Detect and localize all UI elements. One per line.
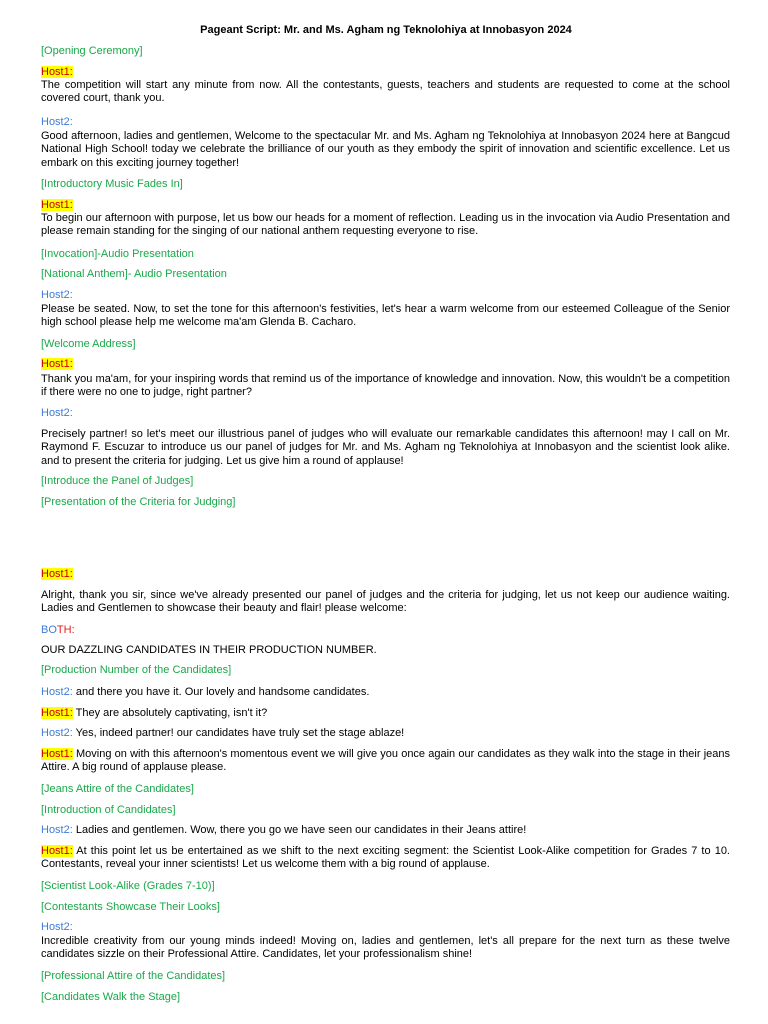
stage-direction: [Opening Ceremony]	[41, 45, 143, 57]
dialogue-line	[41, 845, 730, 872]
host1-label: Host1:	[41, 199, 73, 211]
stage-direction: [National Anthem]- Audio Presentation	[41, 268, 227, 280]
host2-label: Host2:	[41, 407, 73, 419]
host2-label: Host2:	[41, 686, 73, 698]
host2-label: Host2:	[41, 289, 73, 301]
dialogue-text: Thank you ma'am, for your inspiring words that remind us of the importance of knowledge and innovation. Now, this wouldn't be a competition if there were no one to judge, right partner?	[41, 373, 730, 399]
dialogue-text: Good afternoon, ladies and gentlemen, Welcome to the spectacular Mr. and Ms. Agham ng Teknolohiya at Innobasyon 2024 here at Bangcud National High School! today we celebrate the brilliance of our youth as they embody the spirit of innovation and scientific excellence. Let us embark on this exciting journey together!	[41, 130, 730, 169]
stage-direction: [Production Number of the Candidates]	[41, 664, 232, 676]
host2-label: Host2:	[41, 116, 73, 128]
stage-direction: [Introduction of Candidates]	[41, 804, 176, 816]
dialogue-text: The competition will start any minute from now. All the contestants, guests, teachers and students are requested to come at the school covered court, thank you.	[41, 79, 730, 105]
dialogue-text: They are absolutely captivating, isn't it?	[72, 707, 268, 719]
dialogue-line	[41, 686, 730, 699]
stage-direction: [Introductory Music Fades In]	[41, 178, 183, 190]
dialogue-line	[41, 748, 730, 775]
both-label: BOTH:	[41, 624, 75, 636]
dialogue-text: Ladies and gentlemen. Wow, there you go we have seen our candidates in their Jeans attire!	[72, 824, 527, 836]
host1-label: Host1:	[41, 568, 73, 580]
host2-label: Host2:	[41, 824, 73, 836]
dialogue-text: Precisely partner! so let's meet our illustrious panel of judges who will evaluate our remarkable candidates this afternoon! may I call on Mr. Raymond F. Escuzar to introduce us our panel of judges for Mr. and Ms. Agham ng Teknolohiya at Innobasyon and the scientist look alike. and to present the criteria for judging. Let us give him a round of applause!	[41, 428, 730, 467]
host1-label: Host1:	[41, 748, 73, 760]
dialogue-line	[41, 824, 730, 837]
dialogue-text: Incredible creativity from our young minds indeed! Moving on, ladies and gentlemen, let's all prepare for the next turn as these twelve candidates sizzle on their Professional Attire. Candidates, let your professionalism shine!	[41, 935, 730, 961]
stage-direction: [Introduce the Panel of Judges]	[41, 475, 194, 487]
stage-direction: [Contestants Showcase Their Looks]	[41, 901, 220, 913]
dialogue-text: Please be seated. Now, to set the tone for this afternoon's festivities, let's hear a warm welcome from our esteemed Colleague of the Senior high school please help me welcome ma'am Glenda B. Cacharo.	[41, 303, 730, 329]
dialogue-text: Yes, indeed partner! our candidates have truly set the stage ablaze!	[72, 727, 405, 739]
stage-direction: [Professional Attire of the Candidates]	[41, 970, 226, 982]
dialogue-line	[41, 707, 730, 720]
host2-label: Host2:	[41, 727, 73, 739]
dialogue-text: At this point let us be entertained as we shift to the next exciting segment: the Scientist Look-Alike competition for Grades 7 to 10. Contestants, reveal your inner scientists! Let us welcome them with a big round of applause.	[41, 845, 730, 871]
host2-label: Host2:	[41, 921, 73, 933]
stage-direction: [Scientist Look-Alike (Grades 7-10)]	[41, 880, 215, 892]
dialogue-text: and there you have it. Our lovely and handsome candidates.	[72, 686, 370, 698]
host1-label: Host1:	[41, 707, 73, 719]
dialogue-text: OUR DAZZLING CANDIDATES IN THEIR PRODUCTION NUMBER.	[41, 644, 377, 656]
dialogue-line	[41, 727, 730, 740]
host1-label: Host1:	[41, 66, 73, 78]
stage-direction: [Presentation of the Criteria for Judging]	[41, 496, 236, 508]
stage-direction: [Welcome Address]	[41, 338, 136, 350]
stage-direction: [Candidates Walk the Stage]	[41, 991, 181, 1003]
dialogue-text: To begin our afternoon with purpose, let us bow our heads for a moment of reflection. Leading us in the invocation via Audio Presentation and please remain standing for the singing of our national anthem requesting everyone to rise.	[41, 212, 730, 238]
dialogue-text: Alright, thank you sir, since we've already presented our panel of judges and the criteria for judging, let us not keep our audience waiting. Ladies and Gentlemen to showcase their beauty and flair! please welcome:	[41, 589, 730, 615]
dialogue-text: Moving on with this afternoon's momentous event we will give you once again our candidates as they walk into the stage in their jeans Attire. A big round of applause please.	[41, 748, 730, 774]
stage-direction: [Jeans Attire of the Candidates]	[41, 783, 194, 795]
stage-direction: [Invocation]-Audio Presentation	[41, 248, 194, 260]
document-title: Pageant Script: Mr. and Ms. Agham ng Teknolohiya at Innobasyon 2024	[200, 24, 572, 36]
host1-label: Host1:	[41, 358, 73, 370]
host1-label: Host1:	[41, 845, 73, 857]
